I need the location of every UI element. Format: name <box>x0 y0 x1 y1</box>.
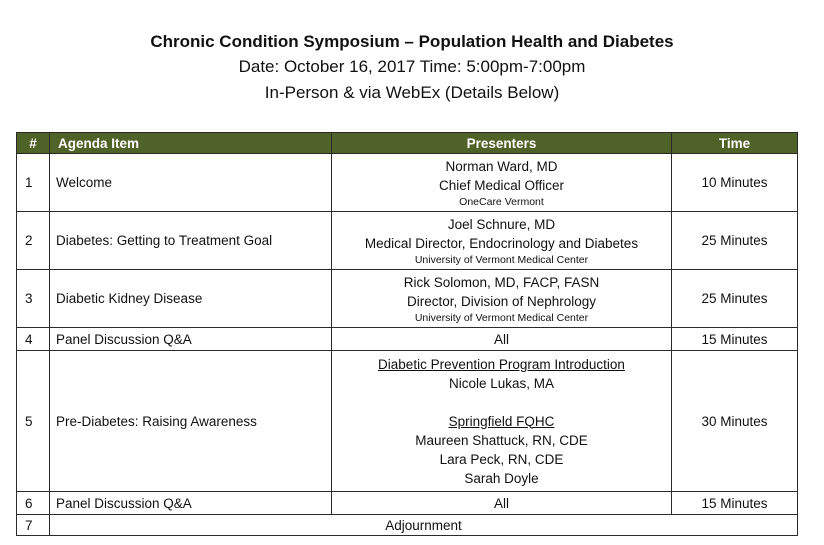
presenters-cell <box>332 351 672 492</box>
row-number: 2 <box>17 212 50 270</box>
time-cell: 25 Minutes <box>672 212 798 270</box>
presenters-cell <box>332 270 672 328</box>
header-time: Time <box>672 133 798 154</box>
time-cell: 30 Minutes <box>672 351 798 492</box>
header-num: # <box>17 133 50 154</box>
time-cell: 10 Minutes <box>672 154 798 212</box>
table-row <box>17 351 798 492</box>
row-number: 3 <box>17 270 50 328</box>
agenda-item: Panel Discussion Q&A <box>50 492 332 515</box>
header-agenda-item: Agenda Item <box>50 133 332 154</box>
presenter-name: Nicole Lukas, MA <box>448 375 555 391</box>
date-time-line: Date: October 16, 2017 Time: 5:00pm-7:00pm <box>238 57 586 76</box>
row-number: 6 <box>17 492 50 515</box>
presenter-org: OneCare Vermont <box>459 195 544 208</box>
table-row <box>17 154 798 212</box>
presenter-title: Medical Director, Endocrinology and Diabetes <box>364 235 639 251</box>
presenters-cell: All <box>332 492 672 515</box>
table-row <box>17 515 798 536</box>
table-header-row <box>17 133 798 154</box>
agenda-table <box>16 132 798 536</box>
agenda-item: Diabetes: Getting to Treatment Goal <box>50 212 332 270</box>
agenda-item: Pre-Diabetes: Raising Awareness <box>50 351 332 492</box>
agenda-item: Diabetic Kidney Disease <box>50 270 332 328</box>
agenda-item: Panel Discussion Q&A <box>50 328 332 351</box>
table-row <box>17 212 798 270</box>
presenter-name: Rick Solomon, MD, FACP, FASN <box>403 274 600 290</box>
presenter-name: Norman Ward, MD <box>445 158 558 174</box>
header-presenters: Presenters <box>332 133 672 154</box>
program-heading: Diabetic Prevention Program Introduction <box>378 356 625 372</box>
document-header <box>0 30 824 106</box>
presenters-cell <box>332 154 672 212</box>
format-line: In-Person & via WebEx (Details Below) <box>264 83 560 102</box>
spacer <box>336 393 667 412</box>
presenter-title: Chief Medical Officer <box>438 177 565 193</box>
presenters-cell: All <box>332 328 672 351</box>
presenter-name: Sarah Doyle <box>464 470 539 486</box>
table-row <box>17 328 798 351</box>
presenter-title: Director, Division of Nephrology <box>406 293 597 309</box>
presenter-name: Lara Peck, RN, CDE <box>439 451 564 467</box>
row-number: 7 <box>17 515 50 536</box>
time-cell: 15 Minutes <box>672 328 798 351</box>
presenter-org: University of Vermont Medical Center <box>414 253 589 266</box>
row-number: 4 <box>17 328 50 351</box>
table-row <box>17 492 798 515</box>
fqhc-heading: Springfield FQHC <box>448 413 555 429</box>
adjournment-cell: Adjournment <box>50 515 798 536</box>
time-cell: 25 Minutes <box>672 270 798 328</box>
time-cell: 15 Minutes <box>672 492 798 515</box>
table-row <box>17 270 798 328</box>
presenter-name: Joel Schnure, MD <box>447 216 556 232</box>
agenda-item: Welcome <box>50 154 332 212</box>
row-number: 1 <box>17 154 50 212</box>
presenter-org: University of Vermont Medical Center <box>414 311 589 324</box>
row-number: 5 <box>17 351 50 492</box>
document-title: Chronic Condition Symposium – Population Health and Diabetes <box>150 32 674 51</box>
presenters-cell <box>332 212 672 270</box>
presenter-name: Maureen Shattuck, RN, CDE <box>415 432 588 448</box>
